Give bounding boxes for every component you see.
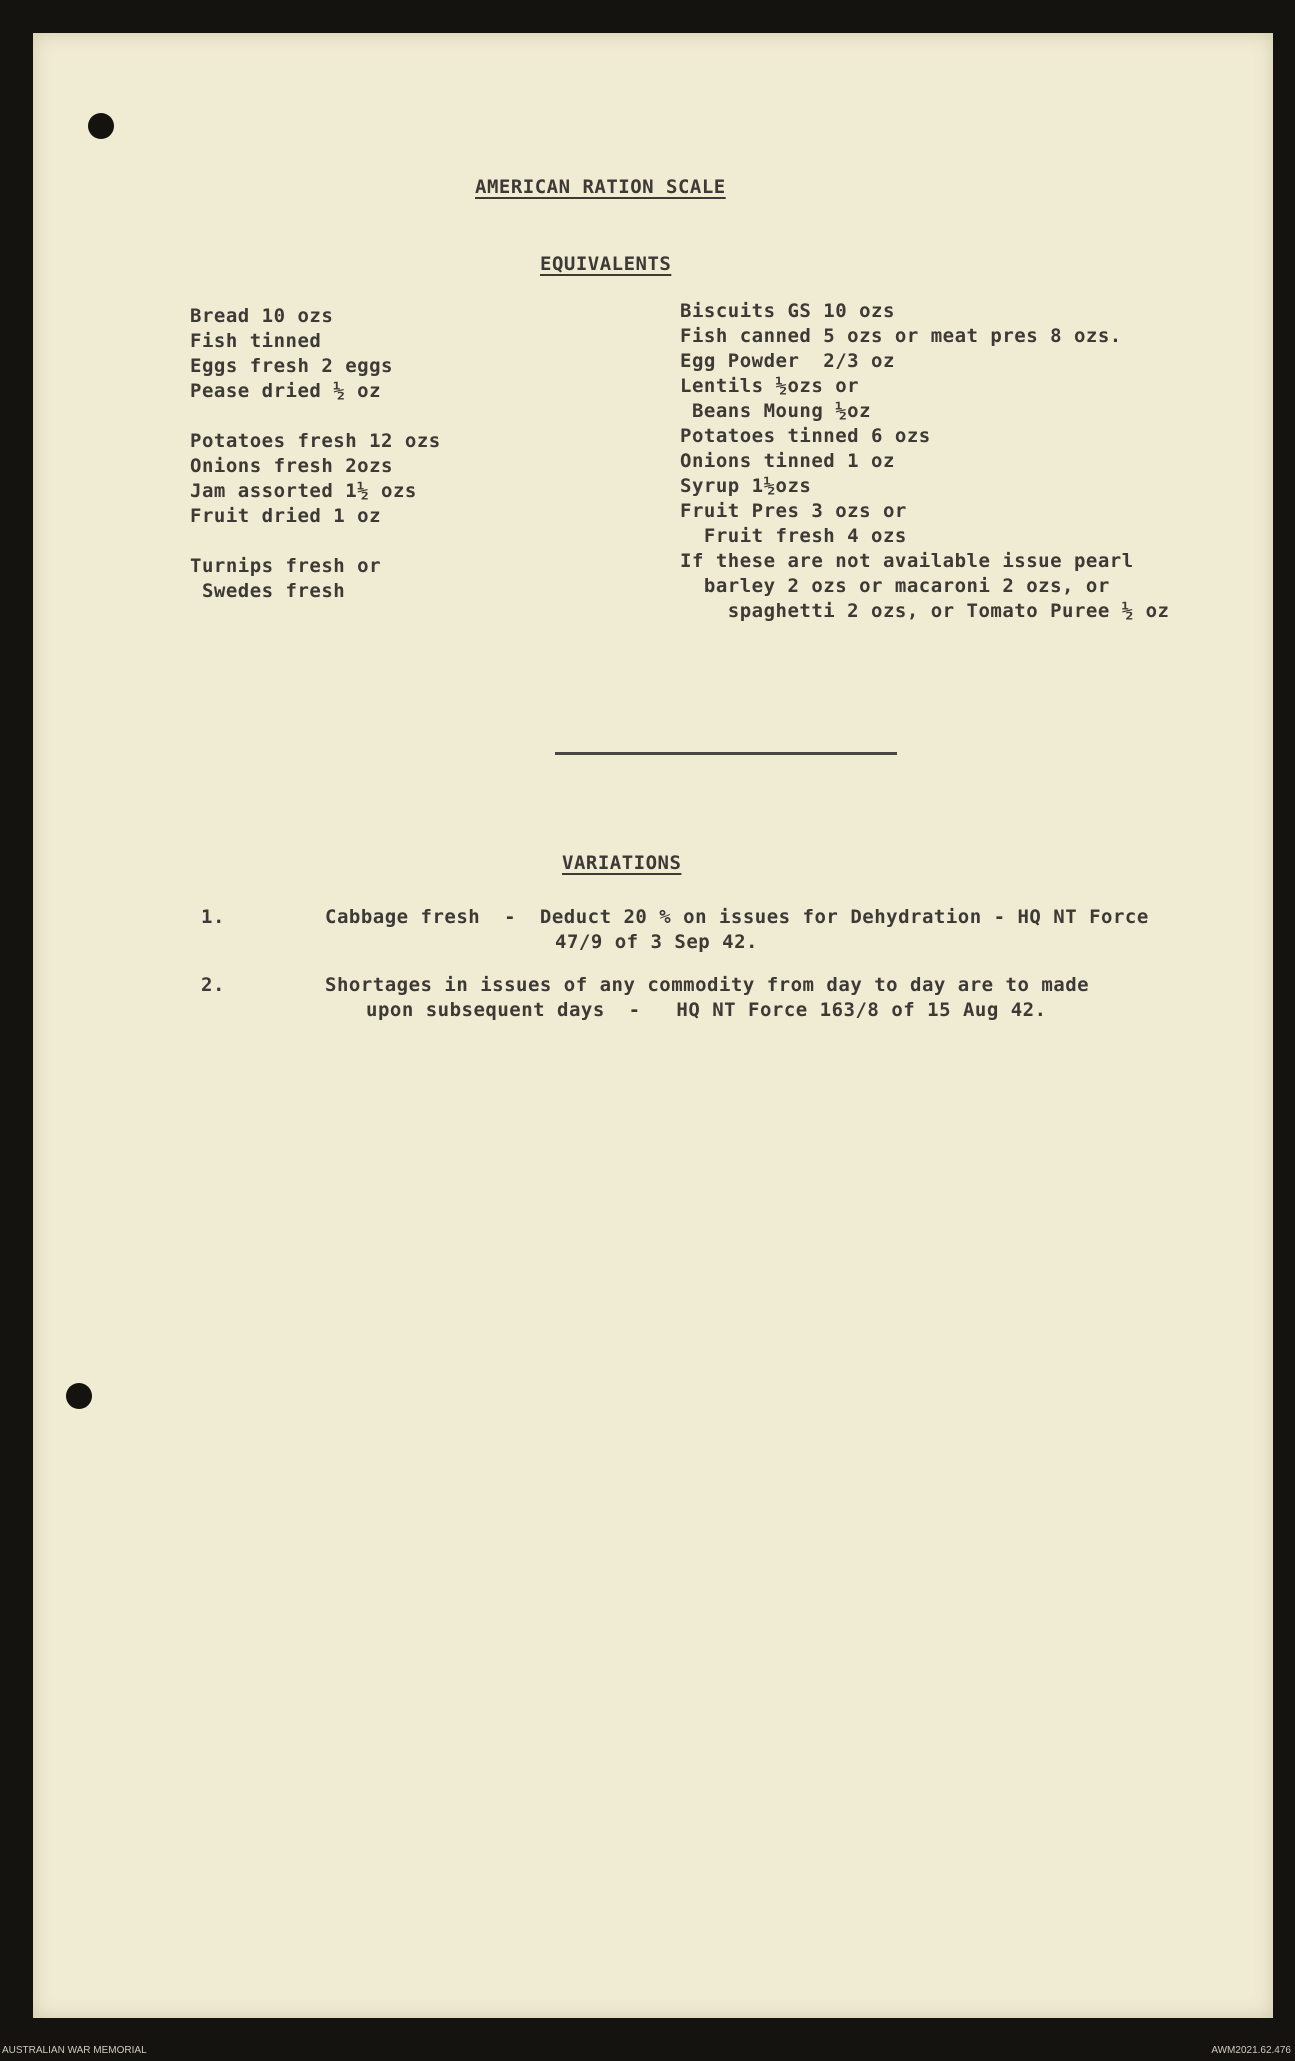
left-item: Swedes fresh: [190, 580, 346, 602]
left-item: Fish tinned: [190, 330, 322, 352]
variation-text: upon subsequent days - HQ NT Force 163/8 of 15 Aug 42.: [366, 999, 1047, 1021]
footer-left-label: AUSTRALIAN WAR MEMORIAL: [2, 2045, 147, 2056]
left-item: Potatoes fresh 12 ozs: [190, 430, 441, 452]
right-item: Fish canned 5 ozs or meat pres 8 ozs.: [680, 325, 1122, 347]
right-column: [680, 299, 1170, 624]
archive-footer: [0, 2041, 1295, 2061]
document-page: [33, 33, 1273, 2018]
right-item: Potatoes tinned 6 ozs: [680, 425, 931, 447]
right-item: Onions tinned 1 oz: [680, 450, 895, 472]
variation-number: 2.: [201, 974, 225, 996]
left-item: Fruit dried 1 oz: [190, 505, 382, 527]
variation-text: Cabbage fresh - Deduct 20 % on issues for Dehydration - HQ NT Force: [325, 906, 1149, 928]
right-item: Biscuits GS 10 ozs: [680, 300, 895, 322]
variation-text: 47/9 of 3 Sep 42.: [555, 931, 758, 953]
section-divider: [555, 752, 897, 755]
variations-heading: VARIATIONS: [562, 852, 682, 874]
right-item: Fruit Pres 3 ozs or: [680, 500, 907, 522]
right-item: barley 2 ozs or macaroni 2 ozs, or: [680, 575, 1110, 597]
left-item: Onions fresh 2ozs: [190, 455, 393, 477]
punch-hole-top: [88, 113, 114, 139]
right-item: Egg Powder 2/3 oz: [680, 350, 895, 372]
punch-hole-bottom: [66, 1383, 92, 1409]
left-item: Jam assorted 1½ ozs: [190, 480, 417, 502]
variation-number: 1.: [201, 906, 225, 928]
left-item: Bread 10 ozs: [190, 305, 334, 327]
left-column: [190, 304, 441, 604]
left-item: Eggs fresh 2 eggs: [190, 355, 393, 377]
footer-right-label: AWM2021.62.476: [1211, 2045, 1291, 2056]
right-item: spaghetti 2 ozs, or Tomato Puree ½ oz: [680, 600, 1170, 622]
right-item: Beans Moung ½oz: [680, 400, 872, 422]
right-item: Fruit fresh 4 ozs: [680, 525, 907, 547]
variation-text: Shortages in issues of any commodity from day to day are to made: [325, 974, 1090, 996]
left-item: Turnips fresh or: [190, 555, 382, 577]
document-title: AMERICAN RATION SCALE: [475, 176, 726, 198]
right-item: Lentils ½ozs or: [680, 375, 860, 397]
left-item: Pease dried ½ oz: [190, 380, 382, 402]
equivalents-heading: EQUIVALENTS: [540, 253, 672, 275]
right-item: If these are not available issue pearl: [680, 550, 1134, 572]
right-item: Syrup 1½ozs: [680, 475, 812, 497]
